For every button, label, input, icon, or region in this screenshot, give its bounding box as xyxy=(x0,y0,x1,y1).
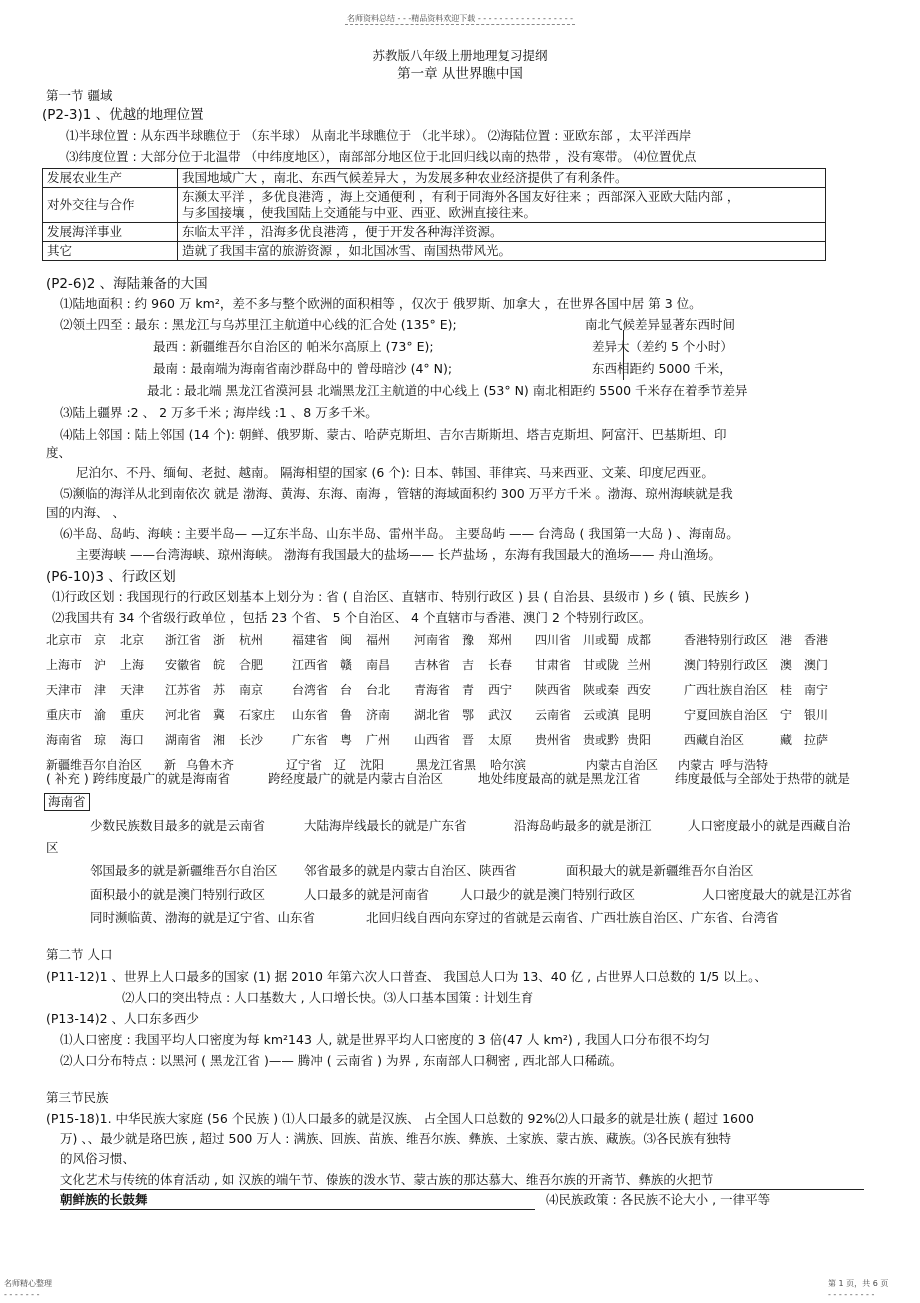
province-name: 北京市 xyxy=(46,633,83,647)
province-abbr: 皖 xyxy=(213,658,226,672)
sup-line-2d: 人口密度最小的就是西藏自治 xyxy=(688,818,851,833)
table-cell-value: 我国地域广大 ，南北、东西气候差异大 ，为发展多种农业经济提供了有利条件。 xyxy=(178,169,826,188)
province-abbr: 粤 xyxy=(340,733,353,747)
province-name: 辽宁省 xyxy=(286,758,323,772)
province-capital: 上海 xyxy=(120,658,145,672)
s1-l12: ⑹半岛、岛屿、海峡 : 主要半岛— —辽东半岛、山东半岛、雷州半岛。 主要岛屿 —— 台湾岛 ( 我国第一大岛 ) 、海南岛。 xyxy=(60,526,739,541)
section-1-title: 第一节 疆域 xyxy=(46,88,113,103)
sup-line-1d: 纬度最低与全部处于热带的就是 xyxy=(675,771,851,786)
sup-line-2b: 大陆海岸线最长的就是广东省 xyxy=(304,818,467,833)
province-abbr: 台 xyxy=(340,683,353,697)
province-name: 河南省 xyxy=(414,633,451,647)
province-capital: 福州 xyxy=(366,633,391,647)
province-abbr: 澳 xyxy=(780,658,793,672)
province-capital: 成都 xyxy=(627,633,652,647)
province-abbr: 津 xyxy=(94,683,107,697)
s3-l5: 朝鲜族的长鼓舞 xyxy=(60,1192,148,1207)
province-abbr: 豫 xyxy=(462,633,475,647)
province-abbr: 晋 xyxy=(462,733,475,747)
province-name: 台湾省 xyxy=(292,683,329,697)
footer-right-dashes: - - - - - - - - - xyxy=(828,1290,875,1299)
province-name: 安徽省 xyxy=(165,658,202,672)
province-capital: 广州 xyxy=(366,733,391,747)
province-capital: 澳门 xyxy=(804,658,829,672)
s2-l3: (P13-14)2 、人口东多西少 xyxy=(46,1011,200,1026)
s2-l5: ⑵人口分布特点 : 以黑河 ( 黑龙江省 )—— 腾冲 ( 云南省 ) 为界 , 东南部人口稠密 , 西北部人口稀疏。 xyxy=(60,1053,623,1068)
province-capital: 石家庄 xyxy=(239,708,276,722)
s1-l5r: 差异大（差约 5 个小时） xyxy=(592,339,733,354)
s1-l15: ⑵我国共有 34 个省级行政单位 ，包括 23 个省、 5 个自治区、 4 个直辖市与香港、澳门 2 个特别行政区。 xyxy=(52,610,652,625)
header-rule xyxy=(345,24,575,25)
province-capital: 呼与浩特 xyxy=(720,758,769,772)
province-capital: 西安 xyxy=(627,683,652,697)
province-capital: 郑州 xyxy=(488,633,513,647)
province-capital: 南昌 xyxy=(366,658,391,672)
province-name: 新疆维吾尔自治区 xyxy=(46,758,143,772)
province-abbr: 苏 xyxy=(213,683,226,697)
province-name: 湖北省 xyxy=(414,708,451,722)
province-name: 江西省 xyxy=(292,658,329,672)
province-capital: 贵阳 xyxy=(627,733,652,747)
s3-l4: 文化艺术与传统的体育活动 , 如 汉族的端午节、傣族的泼水节、蒙古族的那达慕大、维吾尔族的开斋节、彝族的火把节 xyxy=(60,1172,714,1187)
province-name: 广西壮族自治区 xyxy=(684,683,769,697)
province-abbr: 内蒙古 xyxy=(678,758,715,772)
province-capital: 济南 xyxy=(366,708,391,722)
province-capital: 长沙 xyxy=(239,733,264,747)
sup-line-3b: 邻省最多的就是内蒙古自治区、陕西省 xyxy=(304,863,517,878)
province-abbr: 吉 xyxy=(462,658,475,672)
table-row xyxy=(43,223,826,242)
s1-p3: (P6-10)3 、行政区划 xyxy=(46,569,176,585)
province-name: 浙江省 xyxy=(165,633,202,647)
s3-l3: 的风俗习惯、 xyxy=(60,1151,136,1166)
s3-l5r: ⑷民族政策 : 各民族不论大小 , 一律平等 xyxy=(546,1192,771,1207)
province-capital: 武汉 xyxy=(488,708,513,722)
table-cell-value xyxy=(178,188,826,223)
sup-line-5b: 北回归线自西向东穿过的省就是云南省、广西壮族自治区、广东省、台湾省 xyxy=(366,910,779,925)
province-name: 西藏自治区 xyxy=(684,733,745,747)
province-name: 贵州省 xyxy=(535,733,572,747)
s1-l3: ⑴陆地面积 : 约 960 万 km²，差不多与整个欧洲的面积相等 ，仅次于 俄罗斯、加拿大 ，在世界各国中居 第 3 位。 xyxy=(60,296,702,311)
province-capital: 银川 xyxy=(804,708,829,722)
table-cell-key: 发展海洋事业 xyxy=(43,223,178,242)
table-cell-key: 对外交往与合作 xyxy=(43,188,178,223)
s1-p1: (P2-3)1 、优越的地理位置 xyxy=(42,107,204,123)
province-capital: 北京 xyxy=(120,633,145,647)
table-cell-line: 东濒太平洋 ，多优良港湾 ，海上交通便利 ，有利于同海外各国友好往来 ；西部深入亚欧大陆内部 ， xyxy=(182,189,740,204)
footer-right: 第 1 页，共 6 页 xyxy=(828,1279,889,1288)
province-capital: 乌鲁木齐 xyxy=(186,758,235,772)
province-name: 山东省 xyxy=(292,708,329,722)
s1-l7: 最北 : 最北端 黑龙江省漠河县 北端黑龙江主航道的中心线上 (53° N) 南北相距约 5500 千米存在着季节差异 xyxy=(147,383,748,398)
s2-l4: ⑴人口密度 : 我国平均人口密度为每 km²143 人, 就是世界平均人口密度的 3 倍(47 人 km²) , 我国人口分布很不均匀 xyxy=(60,1032,710,1047)
sup-line-4d: 人口密度最大的就是江苏省 xyxy=(702,887,853,902)
sup-line-1b: 跨经度最广的就是内蒙古自治区 xyxy=(268,771,444,786)
table-cell-key: 发展农业生产 xyxy=(43,169,178,188)
s3-l1: (P15-18)1. 中华民族大家庭 (56 个民族 ) ⑴人口最多的就是汉族、 占全国人口总数的 92%⑵人口最多的就是壮族 ( 超过 1600 xyxy=(46,1111,754,1126)
province-capital: 台北 xyxy=(366,683,391,697)
s1-l9b: 度、 xyxy=(46,445,72,460)
province-capital: 长春 xyxy=(488,658,513,672)
province-capital: 太原 xyxy=(488,733,513,747)
s3-l2: 万) 、、最少就是珞巴族 , 超过 500 万人 : 满族、回族、苗族、维吾尔族、彝族、土家族、蒙古族、藏族。⑶各民族有独特 xyxy=(60,1131,731,1146)
s1-l5: 最西 : 新疆维吾尔自治区的 帕米尔高原上 (73° E); xyxy=(153,339,434,354)
province-abbr: 陕或秦 xyxy=(583,683,620,697)
province-abbr: 京 xyxy=(94,633,107,647)
province-name: 陕西省 xyxy=(535,683,572,697)
s1-l6r: 东西相距约 5000 千米， xyxy=(592,361,732,376)
province-abbr: 琼 xyxy=(94,733,107,747)
province-name: 青海省 xyxy=(414,683,451,697)
province-name: 内蒙古自治区 xyxy=(586,758,659,772)
province-abbr: 贵或黔 xyxy=(583,733,620,747)
province-abbr: 沪 xyxy=(94,658,107,672)
sup-line-1e: 海南省 xyxy=(44,793,90,811)
province-capital: 沈阳 xyxy=(360,758,385,772)
province-capital: 重庆 xyxy=(120,708,145,722)
province-abbr: 甘或陇 xyxy=(583,658,620,672)
province-name: 广东省 xyxy=(292,733,329,747)
s1-l14: ⑴行政区划 : 我国现行的行政区划基本上划分为 : 省 ( 自治区、直辖市、特别行政区 ) 县 ( 自治县、县级市 ) 乡 ( 镇、民族乡 ) xyxy=(52,589,750,604)
province-capital: 南宁 xyxy=(804,683,829,697)
province-abbr: 赣 xyxy=(340,658,353,672)
s1-l1: ⑴半球位置 : 从东西半球瞧位于 （东半球） 从南北半球瞧位于 （北半球）。 ⑵海陆位置 : 亚欧东部 ，太平洋西岸 xyxy=(66,128,692,143)
province-abbr: 云或滇 xyxy=(583,708,620,722)
s1-l6: 最南 : 最南端为海南省南沙群岛中的 曾母暗沙 (4° N); xyxy=(153,361,453,376)
sup-line-1c: 地处纬度最高的就是黑龙江省 xyxy=(478,771,641,786)
sup-line-5a: 同时濒临黄、渤海的就是辽宁省、山东省 xyxy=(90,910,316,925)
sup-line-4b: 人口最多的就是河南省 xyxy=(304,887,430,902)
chapter-title: 第一章 从世界瞧中国 xyxy=(397,66,523,82)
province-name: 香港特别行政区 xyxy=(684,633,769,647)
province-capital: 昆明 xyxy=(627,708,652,722)
province-name: 甘肃省 xyxy=(535,658,572,672)
sup-line-3a: 邻国最多的就是新疆维吾尔自治区 xyxy=(90,863,278,878)
table-row xyxy=(43,242,826,261)
province-capital: 海口 xyxy=(120,733,145,747)
province-capital: 兰州 xyxy=(627,658,652,672)
province-name: 云南省 xyxy=(535,708,572,722)
sup-line-2e: 区 xyxy=(46,840,59,855)
province-abbr: 新 xyxy=(164,758,177,772)
table-row xyxy=(43,188,826,223)
section-2-title: 第二节 人口 xyxy=(46,947,113,962)
location-advantage-table xyxy=(42,168,826,261)
province-abbr: 浙 xyxy=(213,633,226,647)
province-capital: 香港 xyxy=(804,633,829,647)
footer-left-dashes: - - - - - - - xyxy=(4,1290,40,1299)
table-cell-line: 与多国接壤 ，使我国陆上交通能与中亚、西亚、欧洲直接往来。 xyxy=(182,205,536,220)
footer-left: 名师精心整理 xyxy=(4,1279,52,1288)
province-abbr: 闽 xyxy=(340,633,353,647)
section-3-title: 第三节民族 xyxy=(46,1090,109,1105)
bracket-line xyxy=(623,330,624,380)
s1-l4r: 南北气候差异显著东西时间 xyxy=(585,317,736,332)
province-name: 湖南省 xyxy=(165,733,202,747)
province-abbr: 青 xyxy=(462,683,475,697)
province-capital: 天津 xyxy=(120,683,145,697)
province-name: 四川省 xyxy=(535,633,572,647)
province-capital: 合肥 xyxy=(239,658,264,672)
province-name: 天津市 xyxy=(46,683,83,697)
doc-title: 苏教版八年级上册地理复习提纲 xyxy=(372,48,548,63)
s1-l8: ⑶陆上疆界 :2 、 2 万多千米 ; 海岸线 :1 、8 万多千米。 xyxy=(60,405,378,420)
province-name: 吉林省 xyxy=(414,658,451,672)
province-abbr: 辽 xyxy=(334,758,347,772)
s1-l13: 主要海峡 ——台湾海峡、琼州海峡。 渤海有我国最大的盐场—— 长芦盐场 ，东海有我国最大的渔场—— 舟山渔场。 xyxy=(76,547,721,562)
province-name: 河北省 xyxy=(165,708,202,722)
province-name: 江苏省 xyxy=(165,683,202,697)
province-capital: 南京 xyxy=(239,683,264,697)
province-abbr: 藏 xyxy=(780,733,793,747)
page-header: 名师资料总结 - - -精品资料欢迎下载 - - - - - - - - - - - - - - - - - - xyxy=(346,14,574,23)
province-name: 澳门特别行政区 xyxy=(684,658,769,672)
province-name: 福建省 xyxy=(292,633,329,647)
s2-l2: ⑵人口的突出特点 : 人口基数大 , 人口增长快。⑶人口基本国策 : 计划生育 xyxy=(122,990,534,1005)
province-name: 上海市 xyxy=(46,658,83,672)
province-abbr: 桂 xyxy=(780,683,793,697)
province-name: 重庆市 xyxy=(46,708,83,722)
s1-l11: ⑸濒临的海洋从北到南依次 就是 渤海、黄海、东海、南海 ，管辖的海域面积约 300 万平方千米 。渤海、琼州海峡就是我 xyxy=(60,486,733,501)
s3-l4-rule xyxy=(60,1189,864,1190)
province-name: 黑龙江省 xyxy=(416,758,465,772)
s3-l5-rule xyxy=(60,1209,535,1210)
province-capital: 杭州 xyxy=(239,633,264,647)
sup-line-4a: 面积最小的就是澳门特别行政区 xyxy=(90,887,266,902)
s1-p2: (P2-6)2 、海陆兼备的大国 xyxy=(46,276,208,292)
table-cell-key: 其它 xyxy=(43,242,178,261)
province-abbr: 鄂 xyxy=(462,708,475,722)
province-name: 山西省 xyxy=(414,733,451,747)
s1-l10: 尼泊尔、不丹、缅甸、老挝、越南。 隔海相望的国家 (6 个): 日本、韩国、菲律宾、马来西亚、文莱、印度尼西亚。 xyxy=(76,465,714,480)
table-row xyxy=(43,169,826,188)
s1-l4: ⑵领土四至 : 最东 : 黑龙江与乌苏里江主航道中心线的汇合处 (135° E); xyxy=(60,317,457,332)
table-cell-value: 造就了我国丰富的旅游资源 ，如北国冰雪、南国热带风光。 xyxy=(178,242,826,261)
province-capital: 拉萨 xyxy=(804,733,829,747)
province-abbr: 黑 xyxy=(464,758,477,772)
province-abbr: 港 xyxy=(780,633,793,647)
table-cell-value: 东临太平洋 ，沿海多优良港湾 ，便于开发各种海洋资源。 xyxy=(178,223,826,242)
province-abbr: 宁 xyxy=(780,708,793,722)
province-abbr: 川或蜀 xyxy=(583,633,620,647)
sup-line-4c: 人口最少的就是澳门特别行政区 xyxy=(460,887,636,902)
province-name: 宁夏回族自治区 xyxy=(684,708,769,722)
s1-l9: ⑷陆上邻国 : 陆上邻国 (14 个): 朝鲜、俄罗斯、蒙古、哈萨克斯坦、吉尔吉斯斯坦、塔吉克斯坦、阿富汗、巴基斯坦、印 xyxy=(60,427,727,442)
s2-l1: (P11-12)1 、世界上人口最多的国家 (1) 据 2010 年第六次人口普查、 我国总人口为 13、40 亿 , 占世界人口总数的 1/5 以上。、 xyxy=(46,969,767,984)
sup-line-1a: ( 补充 ) 跨纬度最广的就是海南省 xyxy=(46,771,231,786)
province-abbr: 湘 xyxy=(213,733,226,747)
sup-line-2c: 沿海岛屿最多的就是浙江 xyxy=(514,818,652,833)
province-abbr: 冀 xyxy=(213,708,226,722)
sup-line-2a: 少数民族数目最多的就是云南省 xyxy=(90,818,266,833)
s1-l11b: 国的内海、 、 xyxy=(46,505,125,520)
province-name: 海南省 xyxy=(46,733,83,747)
province-abbr: 鲁 xyxy=(340,708,353,722)
province-capital: 哈尔滨 xyxy=(490,758,527,772)
province-capital: 西宁 xyxy=(488,683,513,697)
s1-l2: ⑶纬度位置 : 大部分位于北温带 （中纬度地区），南部部分地区位于北回归线以南的热带 ，没有寒带。 ⑷位置优点 xyxy=(66,149,697,164)
province-abbr: 渝 xyxy=(94,708,107,722)
sup-line-3c: 面积最大的就是新疆维吾尔自治区 xyxy=(566,863,754,878)
